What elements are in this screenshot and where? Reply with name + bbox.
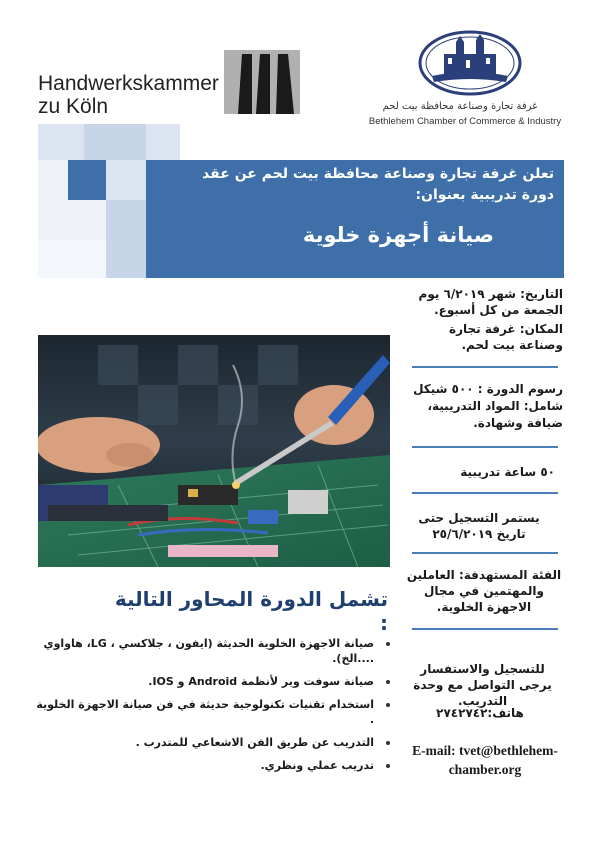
list-item: صيانة الاجهزة الخلوية الحديثة (ايفون ، جلاكسي ، LG، هاواوي ....الخ). xyxy=(36,636,392,666)
axes-list xyxy=(36,636,392,781)
list-item: صيانة سوفت وير لأنظمة Android و IOS. xyxy=(36,674,392,689)
list-item: التدريب عن طريق الفن الاشعاعي للمتدرب . xyxy=(36,735,392,750)
announcement-banner xyxy=(146,160,564,278)
course-title: صيانة أجهزة خلوية xyxy=(302,223,494,247)
target-audience: الفئة المستهدفة: العاملين والمهتمين في مجال الاجهزة الخلوية. xyxy=(406,568,562,614)
list-item: استخدام تقنيات تكنولوجية حديثة في فن صيانة الاجهزة الخلوية . xyxy=(36,697,392,727)
axes-heading: تشمل الدورة المحاور التالية : xyxy=(114,587,388,635)
separator xyxy=(412,552,558,554)
list-item: تدريب عملي ونظري. xyxy=(36,758,392,773)
registration-deadline: يستمر التسجيل حتى تاريخ ٢٥/٦/٢٠١٩ xyxy=(418,511,540,541)
separator xyxy=(412,492,558,494)
course-date: التاريخ: شهر ٦/٢٠١٩ يوم الجمعة من كل أسبوع. xyxy=(418,287,563,317)
phone-number: هاتف:٢٧٤٢٧٤٢ xyxy=(436,706,524,720)
chamber-emblem xyxy=(418,30,522,96)
hwk-name-line1: Handwerkskammer xyxy=(38,72,219,95)
separator xyxy=(412,446,558,448)
course-place: المكان: غرفة تجارة وصناعة بيت لحم. xyxy=(449,322,563,352)
training-hours: ٥٠ ساعة تدريبية xyxy=(460,465,555,479)
hwk-logo-mark xyxy=(224,50,300,114)
registration-info: للتسجيل والاستفسار يرجى التواصل مع وحدة التدريب. xyxy=(413,662,552,708)
separator xyxy=(412,628,558,630)
hwk-logo-text xyxy=(38,72,219,118)
course-fees: رسوم الدورة : ٥٠٠ شيكل شامل: المواد التدريبية، ضيافة وشهادة. xyxy=(413,382,563,430)
banner-line-2: دورة تدريبية بعنوان: xyxy=(415,187,554,203)
banner-line-1: تعلن غرفة تجارة وصناعة محافظة بيت لحم عن عقد xyxy=(202,166,554,182)
chamber-name-arabic: غرفة تجارة وصناعة محافظة بيت لحم xyxy=(382,101,538,112)
contact-email: E-mail: tvet@bethlehem-chamber.org xyxy=(412,743,558,777)
separator xyxy=(412,366,558,368)
chamber-name-english: Bethlehem Chamber of Commerce & Industry xyxy=(368,116,562,127)
hwk-name-line2: zu Köln xyxy=(38,95,109,118)
soldering-photo xyxy=(38,335,390,567)
